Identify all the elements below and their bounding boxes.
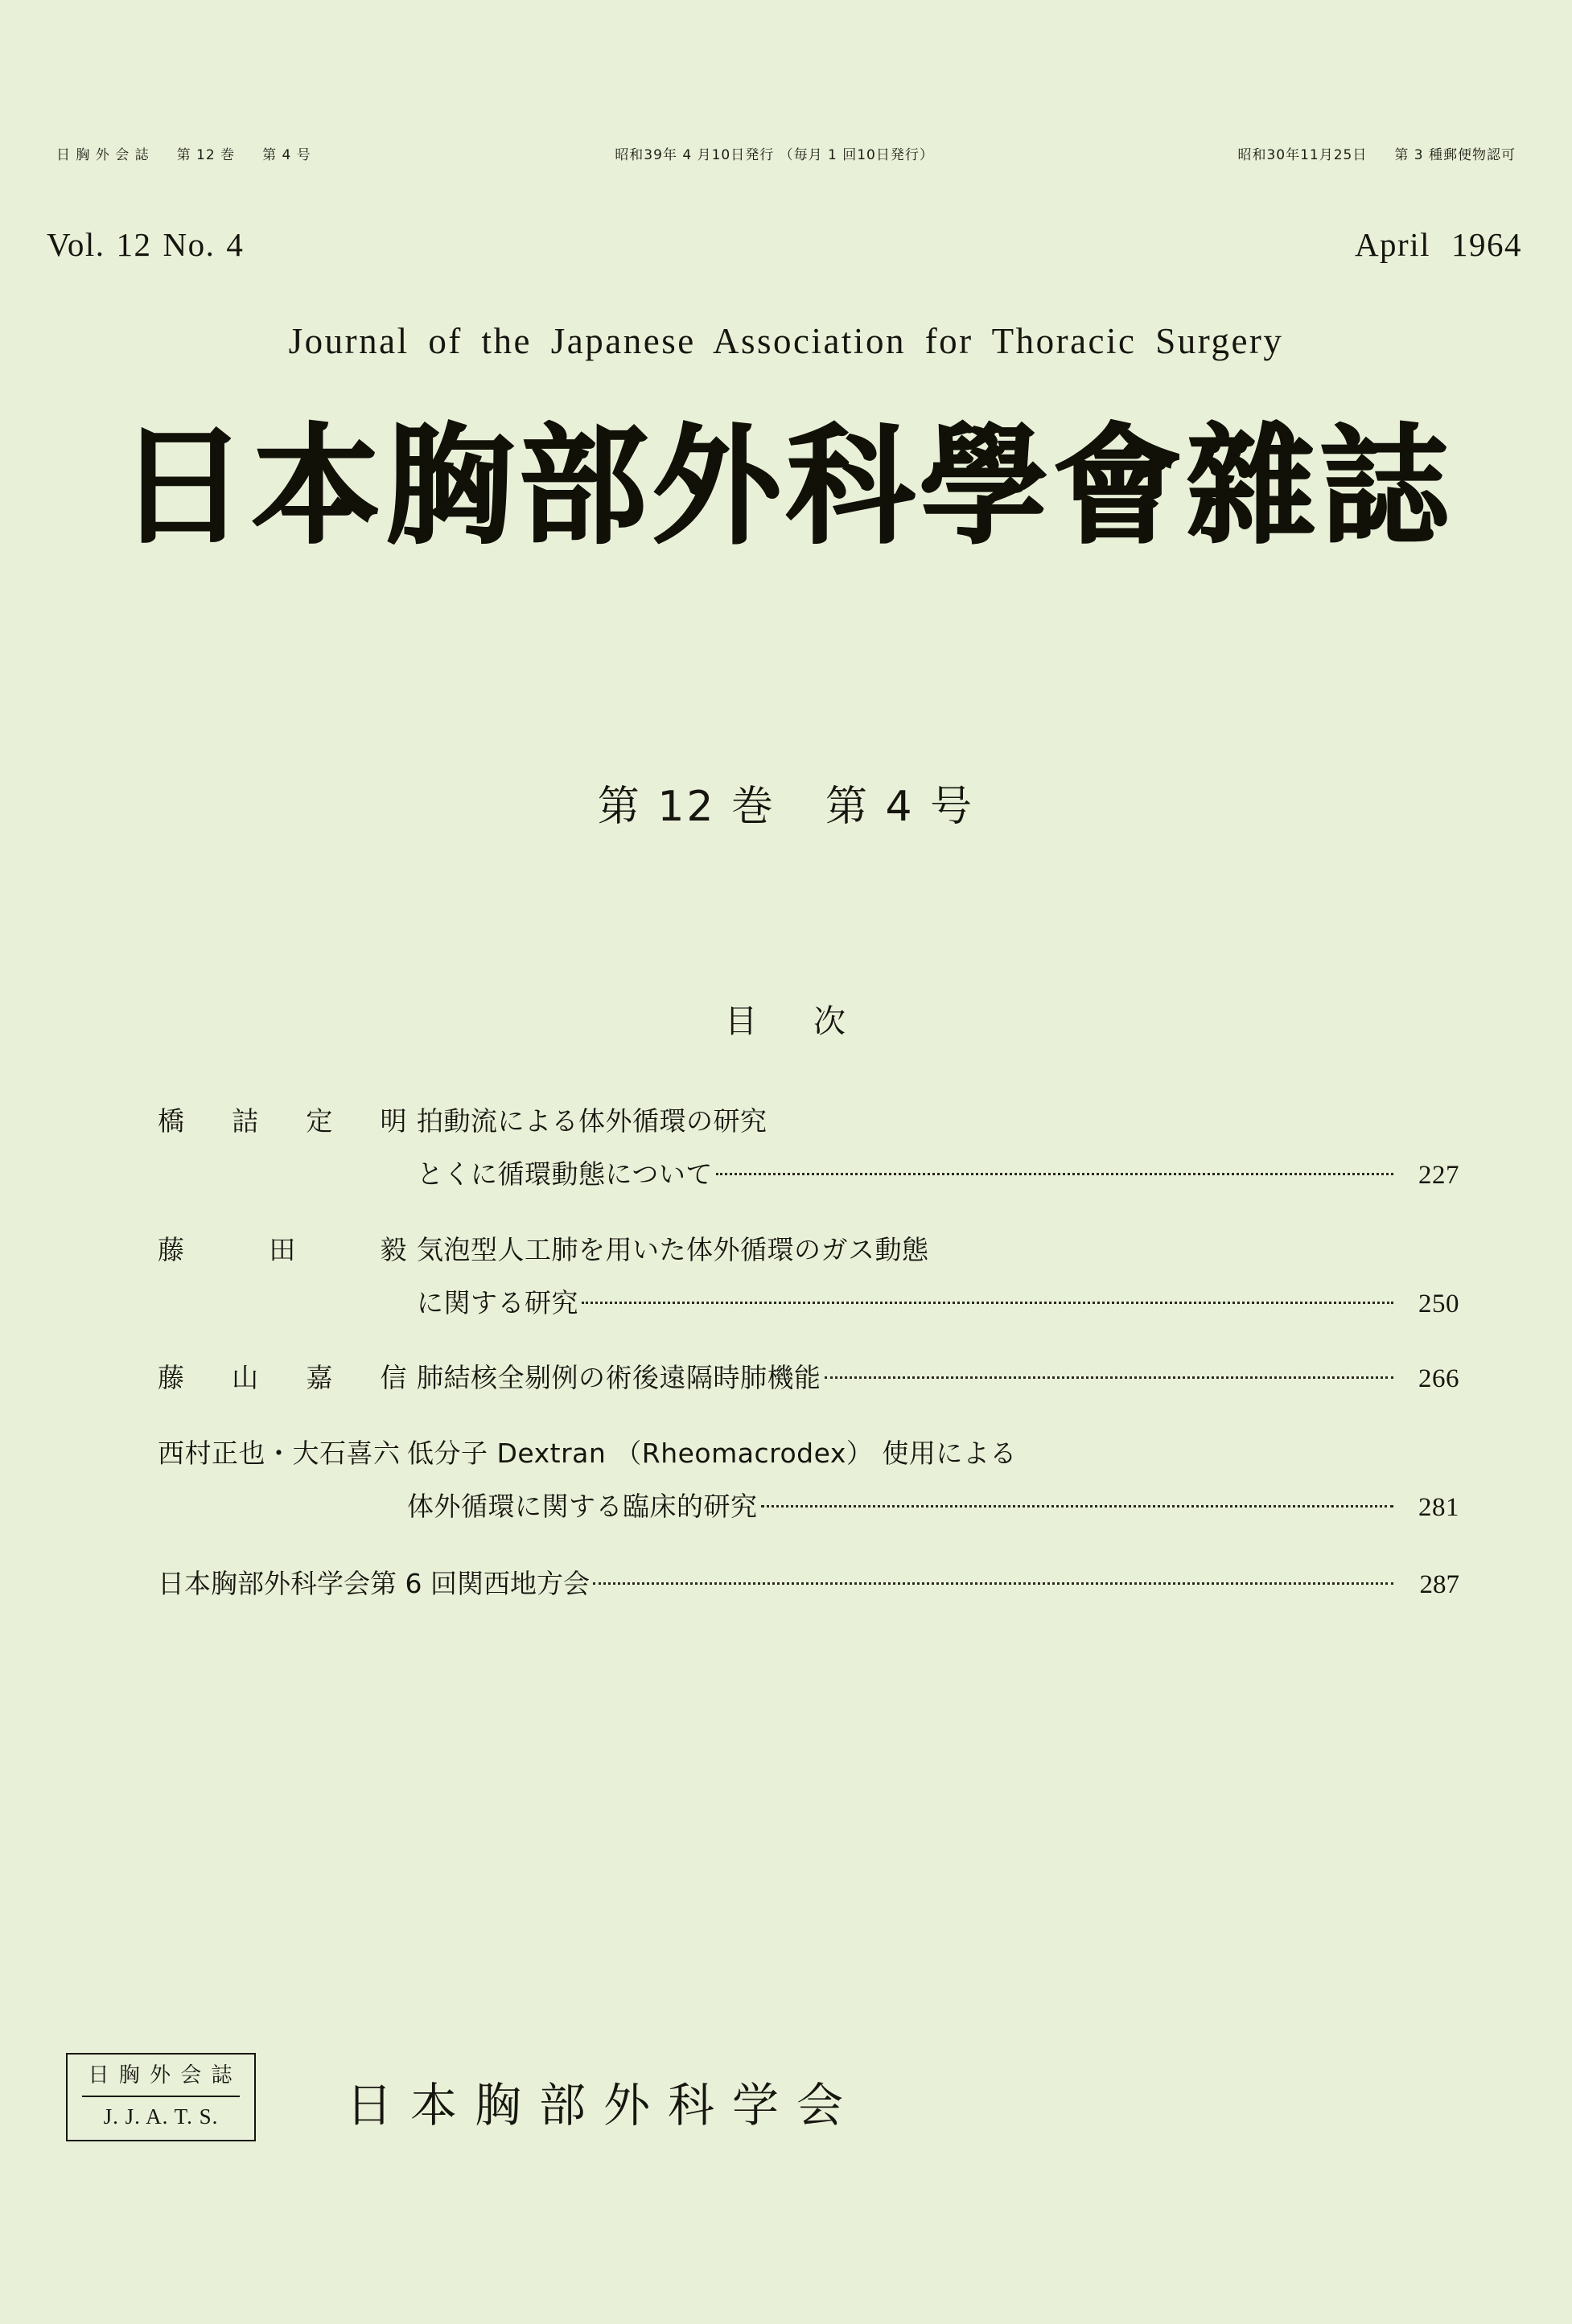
toc-entry-title-line2: とくに循環動態について — [417, 1158, 713, 1190]
toc-entry-title-line2-row — [417, 1155, 1459, 1195]
toc-entry[interactable] — [158, 1359, 1459, 1399]
toc-leader-dots — [593, 1582, 1393, 1585]
masthead-number: 第 4 号 — [262, 147, 311, 163]
toc-heading-char-2: 次 — [813, 1003, 847, 1040]
masthead-right-group — [1237, 143, 1516, 163]
toc-entry-title-line2-row — [417, 1359, 1459, 1399]
toc-entry-title-line2: 肺結核全剔例の術後遠隔時肺機能 — [417, 1362, 821, 1394]
issue-month: April — [1354, 226, 1430, 263]
toc-entry-authors — [158, 1434, 407, 1473]
toc-page-number[interactable]: 266 — [1418, 1364, 1459, 1394]
toc-entry-title-line2: 体外循環に関する臨床的研究 — [407, 1491, 758, 1523]
volume-issue-right — [1334, 225, 1522, 264]
toc-entry-title-block — [417, 1359, 1459, 1399]
volume-issue-left — [47, 225, 255, 264]
toc-entry-meeting[interactable] — [158, 1563, 1459, 1601]
toc-entry-title-line1: 低分子 Dextran （Rheomacrodex） 使用による — [407, 1438, 1017, 1470]
toc-entry-title-line2-row — [407, 1487, 1459, 1528]
toc-page-number[interactable]: 281 — [1418, 1493, 1459, 1523]
english-journal-title: Journal of the Japanese Association for Thoracic Surgery — [288, 321, 1284, 361]
issue-year: 1964 — [1451, 226, 1522, 263]
masthead-center-group — [615, 143, 934, 163]
toc-entry[interactable] — [158, 1231, 1459, 1324]
japanese-volume: 第 12 巻 — [597, 783, 776, 831]
toc-entry-title-line1: 拍動流による体外循環の研究 — [417, 1105, 767, 1137]
author-char: 橋 — [158, 1105, 185, 1137]
toc-entry[interactable] — [158, 1434, 1459, 1528]
toc-entry-title-line1: 気泡型人工肺を用いた体外循環のガス動態 — [417, 1233, 929, 1265]
masthead-legal-line — [56, 143, 1516, 163]
vol-number: 12 — [116, 226, 152, 263]
masthead-approval-date: 昭和30年11月25日 — [1237, 147, 1368, 163]
table-of-contents — [158, 1102, 1459, 1636]
masthead-volume: 第 12 巻 — [176, 147, 236, 163]
toc-page-number[interactable]: 287 — [1419, 1569, 1459, 1599]
author-char: 毅 — [380, 1233, 407, 1265]
badge-japanese-abbrev: 日 胸 外 会 誌 — [82, 2064, 240, 2097]
toc-entry[interactable] — [158, 1102, 1459, 1195]
volume-issue-line — [47, 225, 1522, 264]
publisher-name: 日本胸部外科学会 — [346, 2078, 862, 2133]
author-char: 詰 — [232, 1105, 259, 1137]
no-number: 4 — [226, 226, 245, 263]
author-char: 嘉 — [306, 1362, 333, 1394]
japanese-volume-issue — [0, 772, 1572, 833]
vol-label: Vol. — [47, 226, 105, 263]
author-char: 田 — [269, 1233, 296, 1265]
table-of-contents-heading — [0, 996, 1572, 1042]
author-names: 西村正也・大石喜六 — [158, 1438, 401, 1470]
author-char: 藤 — [158, 1362, 185, 1394]
toc-page-number[interactable]: 227 — [1418, 1160, 1459, 1190]
toc-entry-authors — [158, 1231, 417, 1269]
no-label: No. — [163, 226, 216, 263]
toc-heading-char-1: 目 — [725, 1003, 759, 1040]
toc-entry-meeting-title: 日本胸部外科学会第 6 回関西地方会 — [158, 1567, 590, 1599]
journal-abbrev-badge — [66, 2053, 256, 2141]
author-char: 藤 — [158, 1233, 185, 1265]
toc-page-number[interactable]: 250 — [1418, 1289, 1459, 1318]
masthead-left-group — [56, 143, 311, 163]
author-char: 定 — [306, 1105, 333, 1137]
author-char: 信 — [380, 1362, 407, 1394]
author-char: 明 — [380, 1105, 407, 1137]
toc-leader-dots — [825, 1376, 1394, 1379]
toc-entry-title-line2-row — [417, 1284, 1459, 1324]
japanese-number: 第 4 号 — [825, 783, 975, 831]
toc-entry-authors — [158, 1102, 417, 1141]
badge-latin-abbrev: J. J. A. T. S. — [103, 2104, 219, 2129]
toc-leader-dots — [716, 1173, 1393, 1175]
toc-entry-title-block — [407, 1434, 1459, 1528]
toc-leader-dots — [582, 1302, 1393, 1304]
toc-entry-meeting-row — [158, 1563, 1459, 1601]
toc-entry-title-block — [417, 1102, 1459, 1195]
toc-entry-title-line2: に関する研究 — [417, 1286, 578, 1318]
toc-entry-title-block — [417, 1231, 1459, 1324]
japanese-journal-title: 日本胸部外科學會雜誌 — [117, 411, 1454, 561]
toc-leader-dots — [761, 1505, 1394, 1508]
masthead-postal-class: 第 3 種郵便物認可 — [1394, 147, 1516, 163]
toc-entry-authors — [158, 1359, 417, 1397]
author-char: 山 — [232, 1362, 259, 1394]
masthead-publication-date: 昭和39年 4 月10日発行 （毎月 1 回10日発行） — [615, 147, 934, 163]
masthead-journal-abbrev: 日 胸 外 会 誌 — [56, 147, 150, 163]
